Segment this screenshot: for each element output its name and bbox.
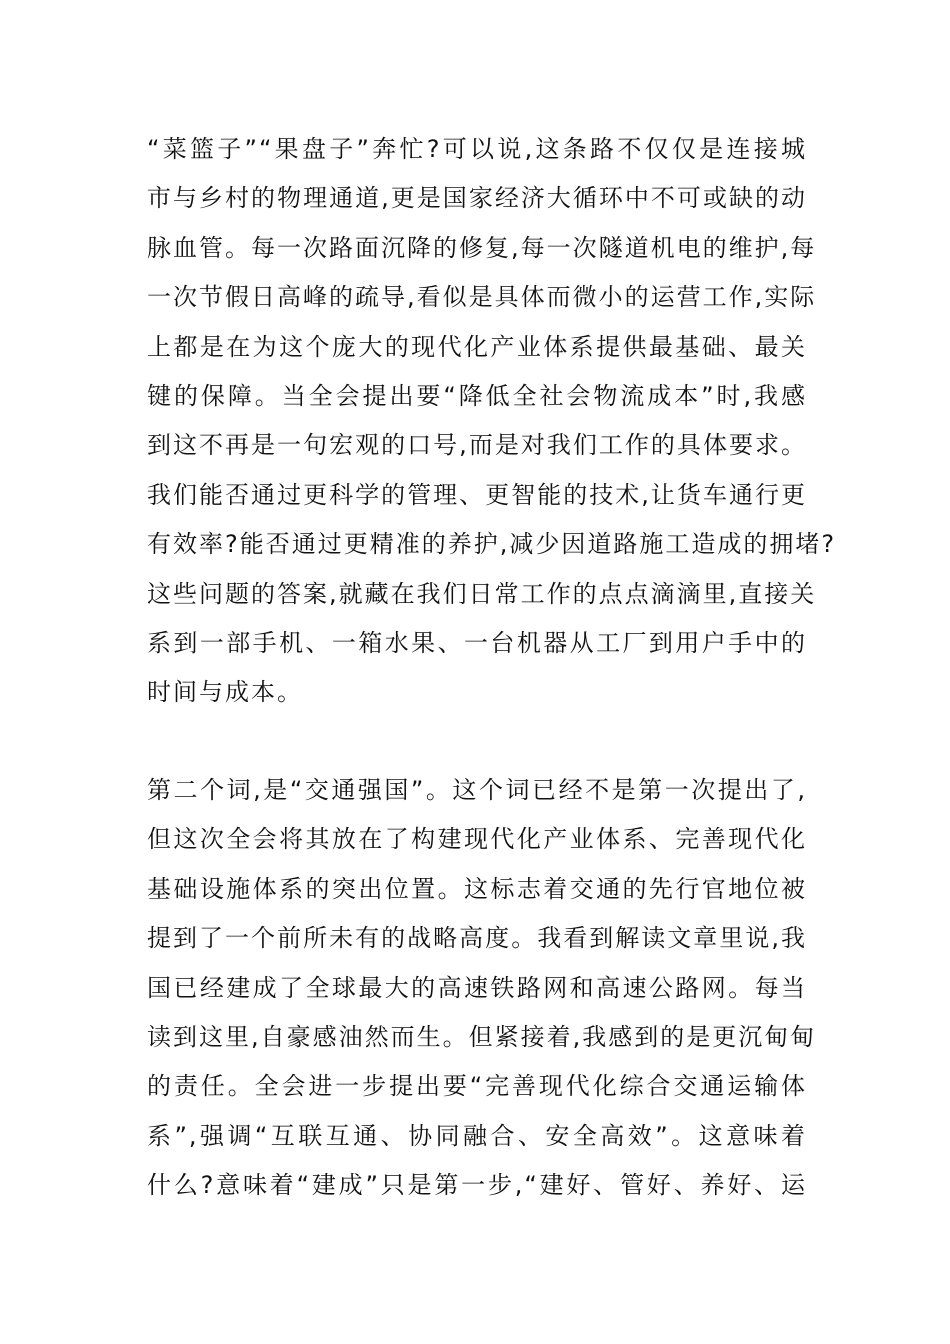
text-line: 基础设施体系的突出位置。这标志着交通的先行官地位被 [147, 874, 807, 903]
text-line: 我们能否通过更科学的管理、更智能的技术,让货车通行更 [147, 480, 807, 509]
text-line: 这些问题的答案,就藏在我们日常工作的点点滴滴里,直接关 [147, 579, 817, 608]
text-line: 时间与成本。 [147, 678, 303, 707]
text-line: 到这不再是一句宏观的口号,而是对我们工作的具体要求。 [147, 431, 807, 460]
paragraph-2 [147, 766, 817, 1211]
text-line: 第二个词,是“交通强国”。这个词已经不是第一次提出了, [147, 776, 807, 804]
text-line: 国已经建成了全球最大的高速铁路网和高速公路网。每当 [147, 973, 807, 1002]
text-line: 系到一部手机、一箱水果、一台机器从工厂到用户手中的 [147, 628, 807, 657]
text-line: 键的保障。当全会提出要“降低全社会物流成本”时,我感 [147, 381, 807, 410]
text-line: 一次节假日高峰的疏导,看似是具体而微小的运营工作,实际 [147, 283, 817, 312]
text-line: 有效率?能否通过更精准的养护,减少因道路施工造成的拥堵? [147, 530, 837, 559]
text-line: 的责任。全会进一步提出要“完善现代化综合交通运输体 [147, 1072, 807, 1101]
text-line: 系”,强调“互联互通、协同融合、安全高效”。这意味着 [147, 1121, 807, 1150]
text-line: 读到这里,自豪感油然而生。但紧接着,我感到的是更沉甸甸 [147, 1022, 817, 1051]
text-line: 什么?意味着“建成”只是第一步,“建好、管好、养好、运 [147, 1171, 807, 1200]
text-line: 上都是在为这个庞大的现代化产业体系提供最基础、最关 [147, 332, 807, 361]
text-line: 但这次全会将其放在了构建现代化产业体系、完善现代化 [147, 825, 807, 854]
paragraph-1 [147, 125, 837, 718]
text-line: 市与乡村的物理通道,更是国家经济大循环中不可或缺的动 [147, 184, 807, 213]
text-line: 提到了一个前所未有的战略高度。我看到解读文章里说,我 [147, 924, 807, 953]
text-line: 脉血管。每一次路面沉降的修复,每一次隧道机电的维护,每 [147, 233, 817, 262]
text-line: “菜篮子”“果盘子”奔忙?可以说,这条路不仅仅是连接城 [147, 135, 807, 163]
